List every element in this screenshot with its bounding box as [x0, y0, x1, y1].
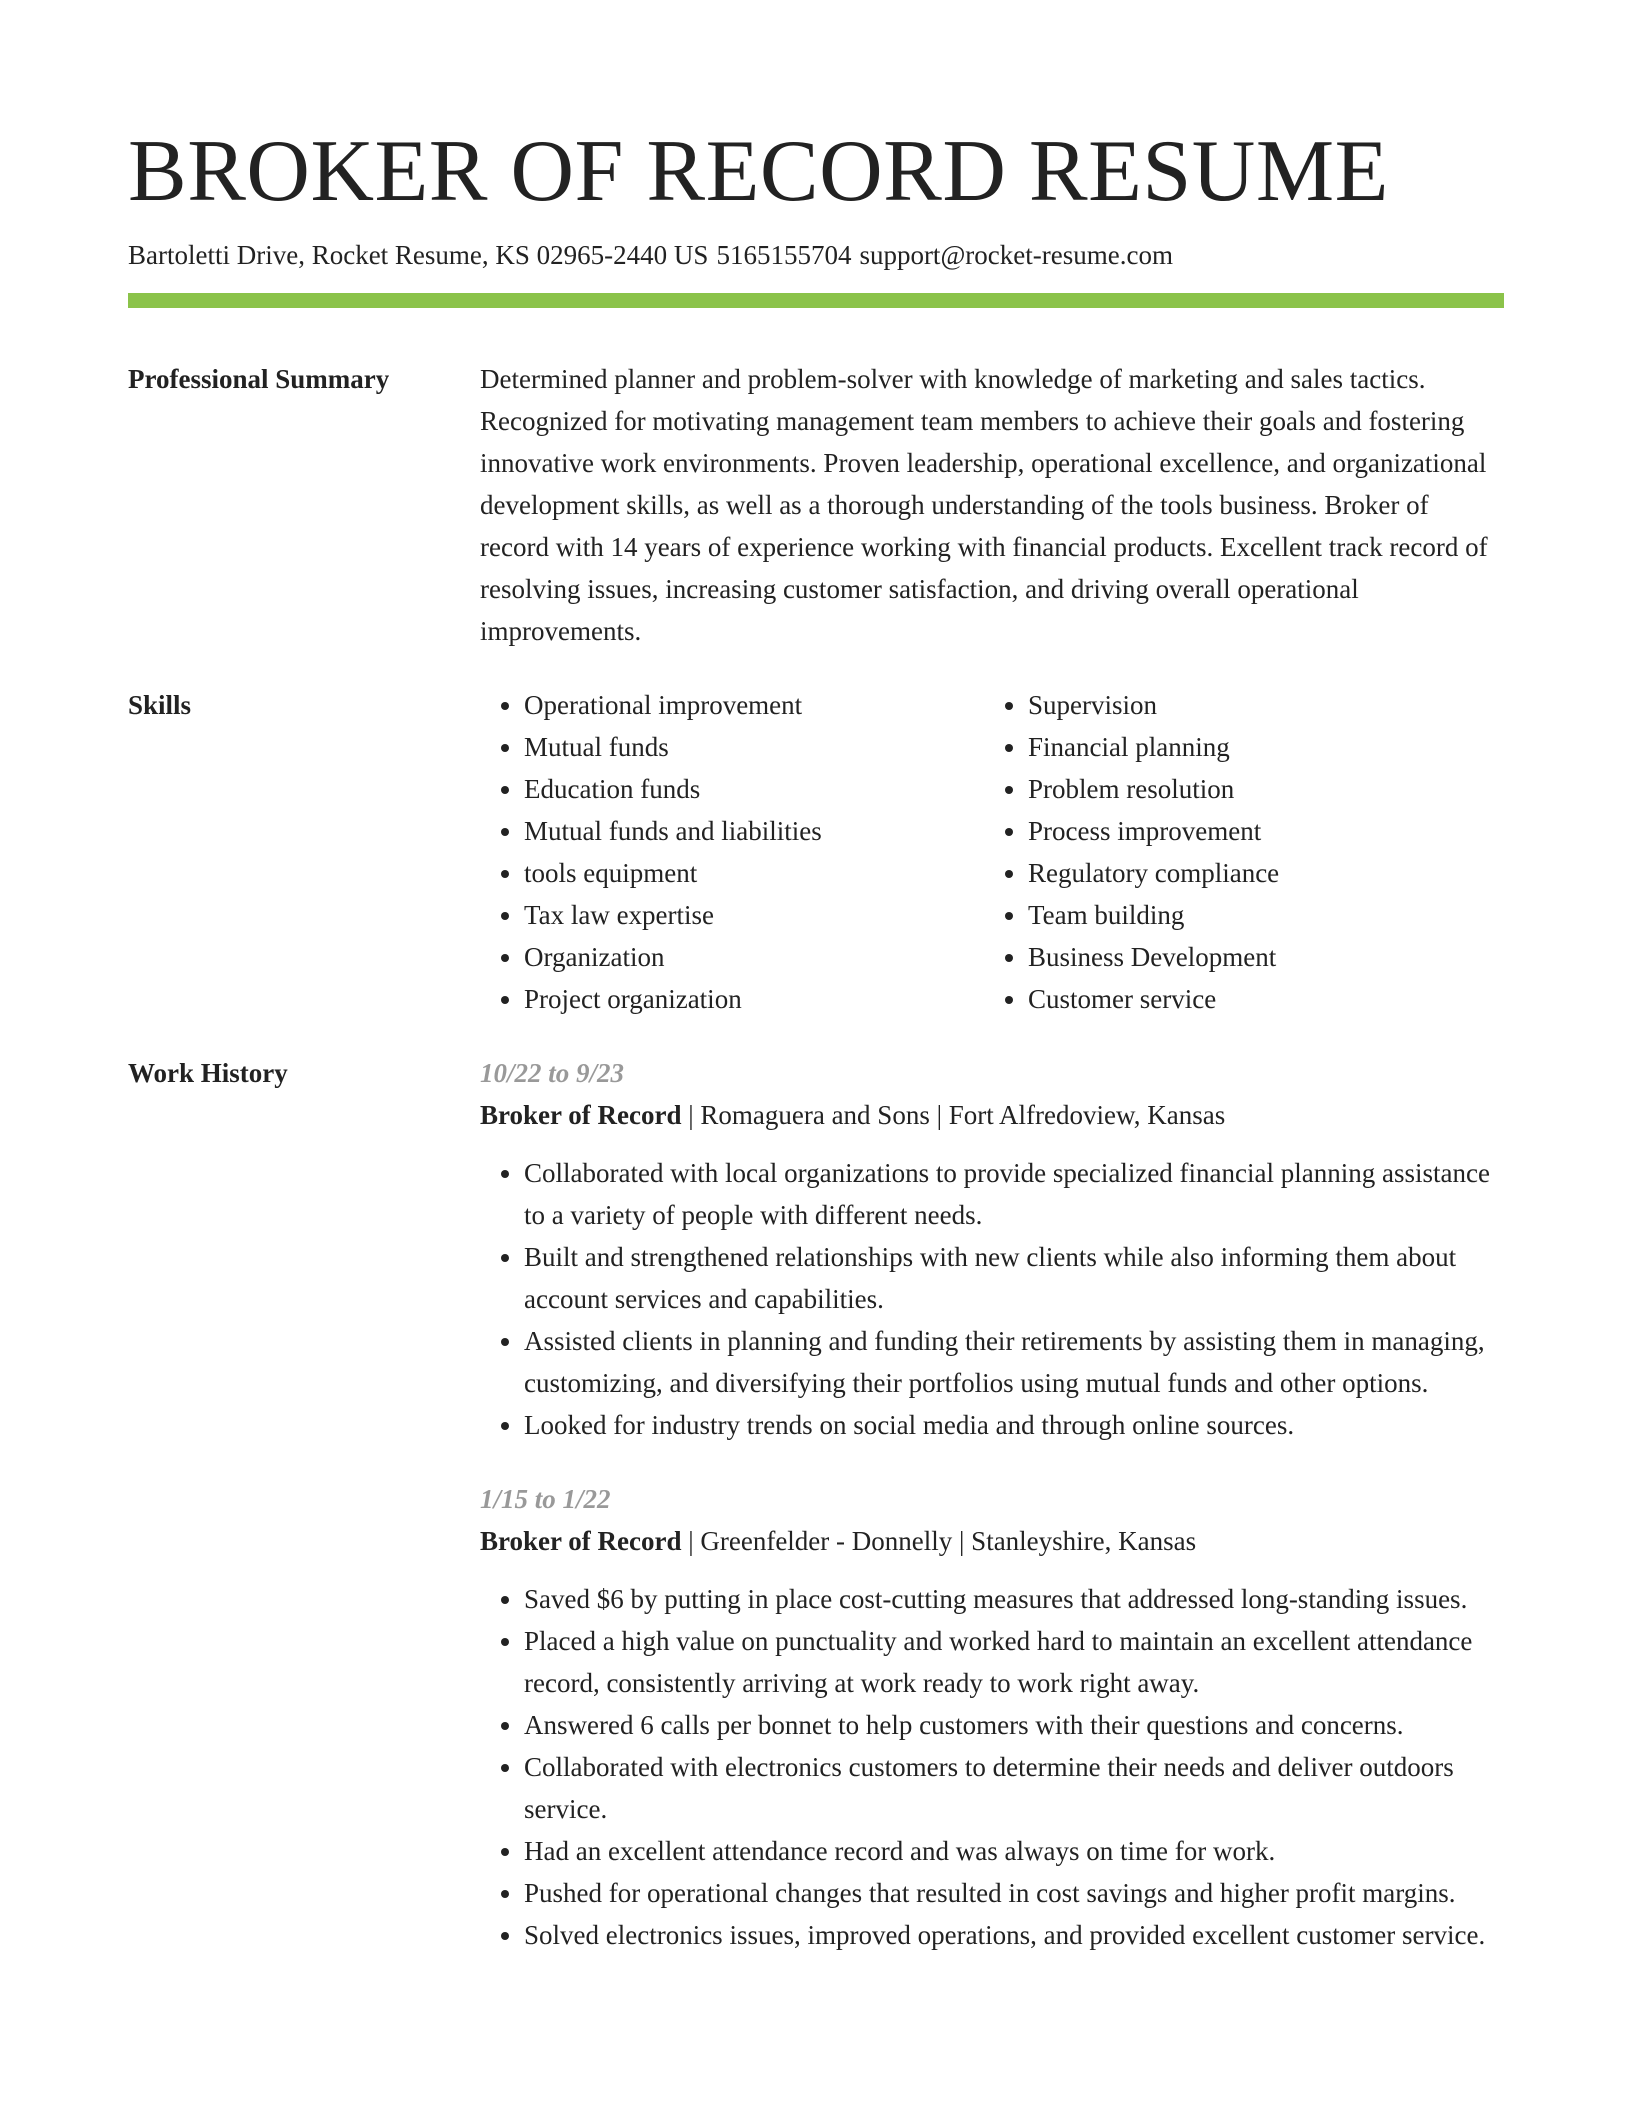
skill-item: • Project organization	[524, 978, 984, 1020]
job-title: Broker of Record	[480, 1526, 682, 1556]
job-separator: |	[952, 1526, 972, 1556]
skills-columns	[480, 684, 1504, 1020]
job-location: Stanleyshire, Kansas	[971, 1526, 1197, 1556]
section-label-summary: Professional Summary	[128, 364, 390, 394]
job-company: Romaguera and Sons	[700, 1100, 930, 1130]
job-bullet: • Collaborated with electronics customers to determine their needs and deliver outdoors service.	[524, 1746, 1504, 1830]
skills-list-left	[480, 684, 984, 1020]
skill-item: • tools equipment	[524, 852, 984, 894]
section-summary	[128, 358, 1504, 652]
skill-item: • Problem resolution	[1028, 768, 1488, 810]
job-entry	[480, 1478, 1504, 1956]
job-company: Greenfelder - Donnelly	[700, 1526, 953, 1556]
skill-item: • Supervision	[1028, 684, 1488, 726]
job-bullet: • Pushed for operational changes that resulted in cost savings and higher profit margins.	[524, 1872, 1504, 1914]
job-separator: |	[929, 1100, 949, 1130]
job-bullet: • Saved $6 by putting in place cost-cutting measures that addressed long-standing issues.	[524, 1578, 1504, 1620]
skill-item: • Education funds	[524, 768, 984, 810]
skill-item: • Mutual funds and liabilities	[524, 810, 984, 852]
job-bullet: • Assisted clients in planning and funding their retirements by assisting them in managing, customizing, and diversifying their portfolios using mutual funds and other options.	[524, 1320, 1504, 1404]
contact-line	[128, 238, 1504, 272]
section-work-history	[128, 1052, 1504, 1956]
skill-item: • Organization	[524, 936, 984, 978]
job-separator: |	[681, 1100, 701, 1130]
contact-address: Bartoletti Drive, Rocket Resume, KS 02965-2440 US	[128, 240, 709, 270]
skill-item: • Customer service	[1028, 978, 1488, 1020]
job-dates: 10/22 to 9/23	[480, 1058, 625, 1088]
job-bullet: • Built and strengthened relationships with new clients while also informing them about account services and capabilities.	[524, 1236, 1504, 1320]
skill-item: • Process improvement	[1028, 810, 1488, 852]
skills-list-right	[984, 684, 1488, 1020]
job-bullet: • Answered 6 calls per bonnet to help customers with their questions and concerns.	[524, 1704, 1504, 1746]
job-bullet: • Collaborated with local organizations to provide specialized financial planning assistance to a variety of people with different needs.	[524, 1152, 1504, 1236]
skill-item: • Tax law expertise	[524, 894, 984, 936]
resume-page	[128, 0, 1504, 1956]
job-heading	[480, 1520, 1504, 1562]
job-location: Fort Alfredoview, Kansas	[948, 1100, 1226, 1130]
job-heading	[480, 1094, 1504, 1136]
job-bullet: • Had an excellent attendance record and was always on time for work.	[524, 1830, 1504, 1872]
job-separator: |	[681, 1526, 701, 1556]
job-dates: 1/15 to 1/22	[480, 1484, 611, 1514]
job-bullet: • Looked for industry trends on social media and through online sources.	[524, 1404, 1504, 1446]
job-bullets	[480, 1152, 1504, 1446]
header-divider	[128, 293, 1504, 308]
skills-column-right	[984, 684, 1488, 1020]
job-entry	[480, 1052, 1504, 1446]
section-label-skills: Skills	[128, 690, 192, 720]
skill-item: • Business Development	[1028, 936, 1488, 978]
skill-item: • Mutual funds	[524, 726, 984, 768]
contact-email: support@rocket-resume.com	[859, 240, 1173, 270]
skill-item: • Regulatory compliance	[1028, 852, 1488, 894]
section-skills	[128, 684, 1504, 1020]
skill-item: • Financial planning	[1028, 726, 1488, 768]
summary-text: Determined planner and problem-solver with knowledge of marketing and sales tactics. Recognized for motivating management team members to achieve their goals and fostering innovative work environments. Proven leadership, operational excellence, and organizational development skills, as well as a thorough understanding of the tools business. Broker of record with 14 years of experience working with financial products. Excellent track record of resolving issues, increasing customer satisfaction, and driving overall operational improvements.	[480, 364, 1488, 646]
job-title: Broker of Record	[480, 1100, 682, 1130]
job-bullet: • Solved electronics issues, improved operations, and provided excellent customer service.	[524, 1914, 1504, 1956]
skills-column-left	[480, 684, 984, 1020]
work-entries	[480, 1052, 1504, 1956]
resume-title: BROKER OF RECORD RESUME	[128, 123, 1389, 220]
skill-item: • Team building	[1028, 894, 1488, 936]
section-label-work: Work History	[128, 1058, 288, 1088]
job-bullet: • Placed a high value on punctuality and worked hard to maintain an excellent attendance record, consistently arriving at work ready to work right away.	[524, 1620, 1504, 1704]
job-bullets	[480, 1578, 1504, 1956]
contact-phone: 5165155704	[716, 240, 852, 270]
skill-item: • Operational improvement	[524, 684, 984, 726]
